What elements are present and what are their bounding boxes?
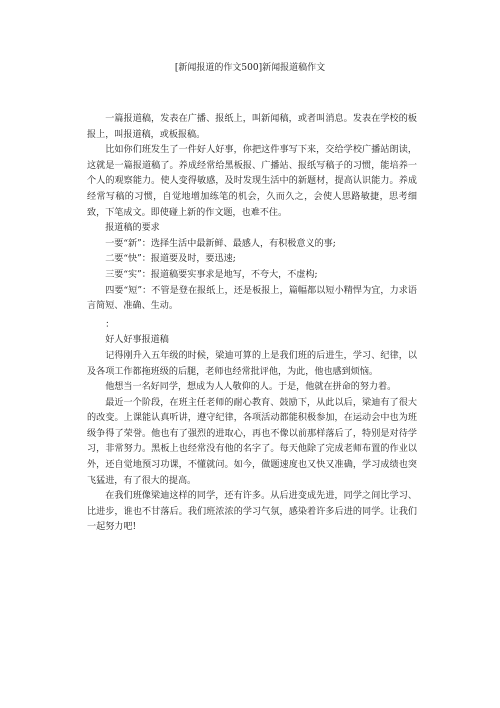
paragraph-story-3: 最近一个阶段，在班主任老师的耐心教育、鼓励下，从此以后，梁迪有了很大的改变。上课能认真听讲，遵守纪律，各项活动都能积极参加，在运动会中也为班级争得了荣誉。他也有了强烈的进取心，再也不像以前那样落后了，特别是对待学习，非常努力。黑板上也经常没有他的名字了。每天他除了完成老师布置的作业以外，还自觉地预习功课，不懂就问。如今，做题速度也又快又准确，学习成绩也突飞猛进，有了很大的提高。: [87, 397, 417, 486]
requirement-true: 三要“实”：报道稿要实事求是地写，不夸大，不虚构;: [105, 269, 318, 280]
requirements-heading: 报道稿的要求: [105, 223, 160, 234]
paragraph-story-1: 记得刚升入五年级的时候，梁迪可算的上是我们班的后进生，学习、纪律，以及各项工作都拖班级的后腿，老师也经常批评他，为此，他也感到烦恼。: [87, 350, 417, 377]
paragraph-example: 比如你们班发生了一件好人好事，你把这件事写下来，交给学校广播站朗读，这就是一篇报道稿了。养成经常给黑板报、广播站、报纸写稿子的习惯，能培养一个人的观察能力。使人变得敏感，及时发现生活中的新题材，提高认识能力。养成经常写稿的习惯，自觉地增加练笔的机会，久而久之，会使人思路敏捷，思考细致，下笔成文。即使碰上新的作文题，也难不住。: [87, 145, 417, 218]
requirement-short: 四要“短”：不管是登在报纸上，还是板报上，篇幅都以短小精悍为宜，力求语言简短、准确、生动。: [87, 285, 417, 312]
separator-colon: ：: [105, 319, 115, 330]
example-heading: 好人好事报道稿: [105, 335, 169, 346]
document-body: [87, 112, 417, 536]
requirement-fast: 二要“快”：报道要及时，要迅速;: [105, 254, 236, 265]
paragraph-intro: 一篇报道稿，发表在广播、报纸上，叫新闻稿，或者叫消息。发表在学校的板报上，叫报道稿，或板报稿。: [87, 114, 417, 140]
paragraph-story-2: 他想当一名好同学，想成为人人敬仰的人。于是，他就在拼命的努力着。: [105, 382, 397, 393]
document-title: [新闻报道的作文500]新闻报道稿作文: [174, 63, 326, 73]
requirement-new: 一要“新”：选择生活中最新鲜、最感人，有积极意义的事;: [105, 238, 336, 249]
paragraph-story-4: 在我们班像梁迪这样的同学，还有许多。从后进变成先进，同学之间比学习、比进步，谁也不甘落后。我们班浓浓的学习气氛，感染着许多后进的同学。让我们一起努力吧!: [87, 491, 417, 533]
